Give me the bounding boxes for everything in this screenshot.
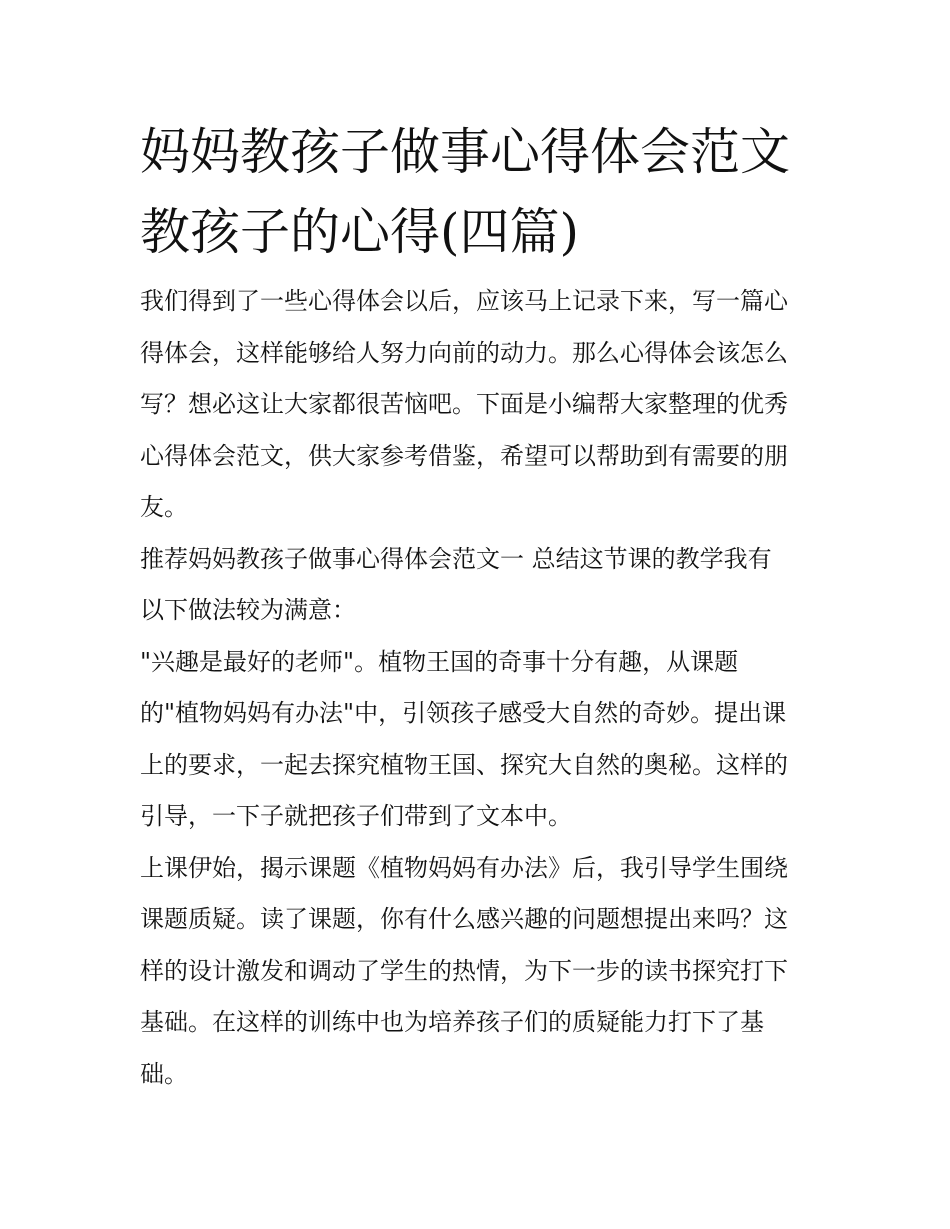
text-line: 心得体会范文，供大家参考借鉴，希望可以帮助到有需要的朋 [140, 441, 788, 470]
paragraph-lesson-start [140, 843, 820, 1101]
document-title [140, 112, 830, 272]
text-line: 我们得到了一些心得体会以后，应该马上记录下来，写一篇心 [140, 287, 788, 315]
text-line: "兴趣是最好的老师"。植物王国的奇事十分有趣，从课题 [140, 647, 739, 676]
text-line: 样的设计激发和调动了学生的热情，为下一步的读书探究打下 [140, 956, 788, 985]
text-line: 推荐妈妈教孩子做事心得体会范文一 总结这节课的教学我有 [140, 544, 772, 573]
paragraph-interest [140, 637, 820, 843]
text-line: 友。 [140, 493, 188, 521]
text-line: 础。 [140, 1059, 188, 1088]
text-line: 写？想必这让大家都很苦恼吧。下面是小编帮大家整理的优秀 [140, 390, 788, 418]
document-body [140, 276, 820, 1100]
text-line: 的"植物妈妈有办法"中，引领孩子感受大自然的奇妙。提出课 [140, 699, 787, 727]
text-line: 得体会，这样能够给人努力向前的动力。那么心得体会该怎么 [140, 338, 788, 367]
text-line: 课题质疑。读了课题，你有什么感兴趣的问题想提出来吗？这 [140, 905, 788, 933]
title-line: 教孩子的心得(四篇) [140, 203, 580, 261]
text-line: 引导，一下子就把孩子们带到了文本中。 [140, 802, 572, 830]
paragraph-recommend [140, 534, 820, 637]
text-line: 上的要求，一起去探究植物王国、探究大自然的奥秘。这样的 [140, 750, 788, 779]
text-line: 上课伊始，揭示课题《植物妈妈有办法》后，我引导学生围绕 [140, 853, 788, 882]
text-line: 以下做法较为满意： [140, 596, 356, 624]
title-line: 妈妈教孩子做事心得体会范文 [140, 123, 790, 181]
paragraph-intro [140, 276, 820, 534]
text-line: 基础。在这样的训练中也为培养孩子们的质疑能力打下了基 [140, 1008, 764, 1036]
